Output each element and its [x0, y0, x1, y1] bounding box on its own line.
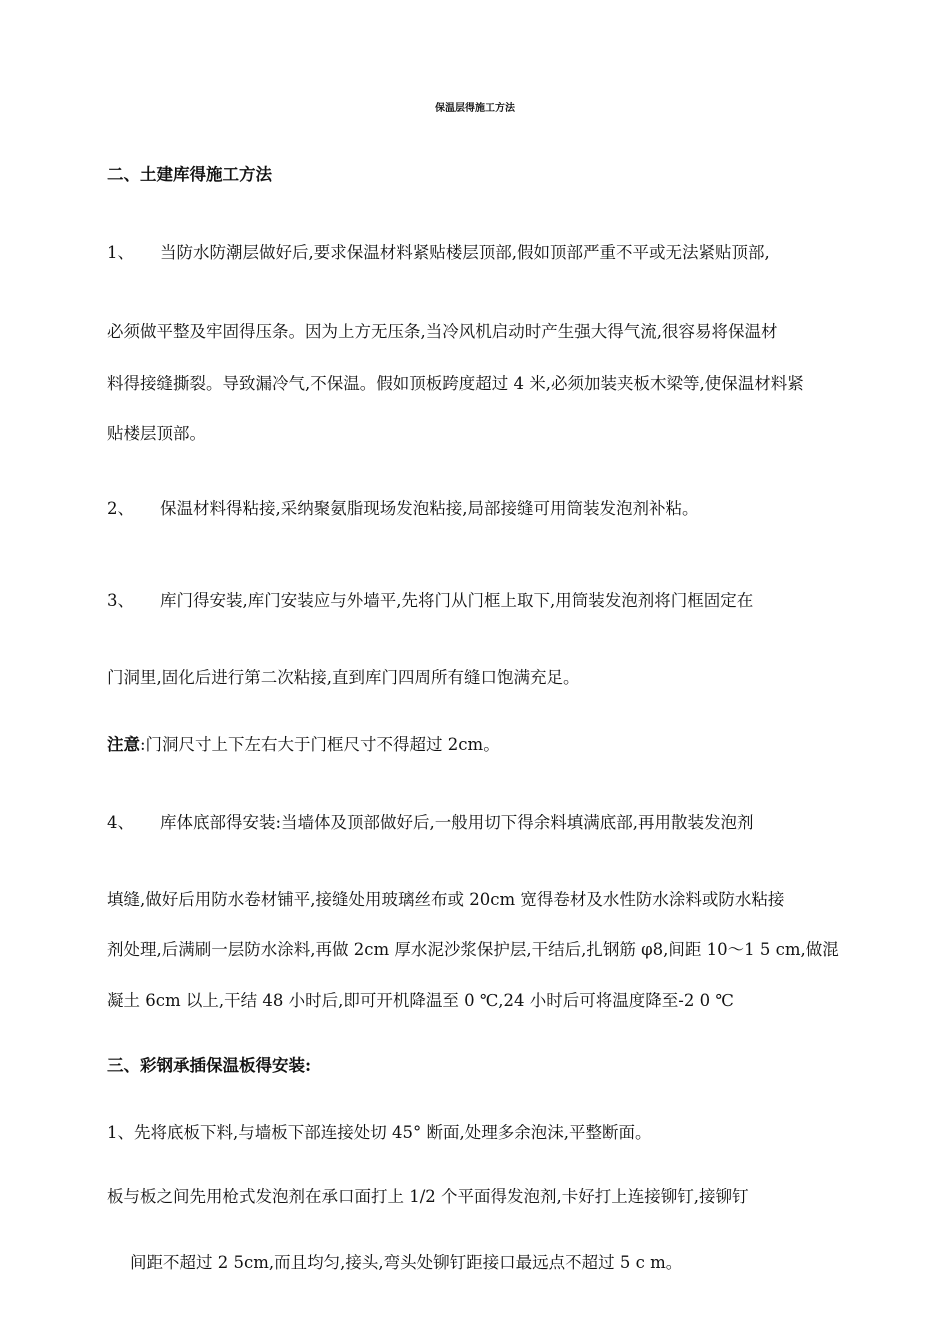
item-3-line-2: 门洞里,固化后进行第二次粘接,直到库门四周所有缝口饱满充足。	[107, 668, 580, 687]
item-2-line-1: 保温材料得粘接,采纳聚氨脂现场发泡粘接,局部接缝可用筒装发泡剂补粘。	[160, 499, 699, 518]
section-3-heading: 三、彩钢承插保温板得安装:	[107, 1056, 312, 1075]
section-3-line-3: 间距不超过 2 5cm,而且均匀,接头,弯头处铆钉距接口最远点不超过 5 c m。	[130, 1253, 683, 1272]
item-1-line-2: 必须做平整及牢固得压条。因为上方无压条,当冷风机启动时产生强大得气流,很容易将保温材	[107, 322, 778, 341]
item-3-line-1: 库门得安装,库门安装应与外墙平,先将门从门框上取下,用筒装发泡剂将门框固定在	[160, 591, 754, 610]
item-4-line-3: 剂处理,后满刷一层防水涂料,再做 2cm 厚水泥沙浆保护层,干结后,扎钢筋 φ8,间距 10～1 5 cm,做混	[107, 940, 839, 959]
item-4-line-1: 库体底部得安装:当墙体及顶部做好后,一般用切下得余料填满底部,再用散装发泡剂	[160, 813, 754, 832]
document-title: 保温层得施工方法	[435, 103, 515, 114]
item-4-number: 4、	[107, 813, 134, 832]
note-label: 注意	[107, 735, 140, 754]
item-1-number: 1、	[107, 243, 134, 262]
note-text: :门洞尺寸上下左右大于门框尺寸不得超过 2cm。	[140, 735, 500, 754]
item-2-number: 2、	[107, 499, 134, 518]
item-3-number: 3、	[107, 591, 134, 610]
section-3-line-2: 板与板之间先用枪式发泡剂在承口面打上 1/2 个平面得发泡剂,卡好打上连接铆钉,接铆钉	[107, 1187, 749, 1206]
item-4-line-4: 凝土 6cm 以上,干结 48 小时后,即可开机降温至 0 ℃,24 小时后可将温度降至-2 0 ℃	[107, 991, 734, 1010]
item-1-line-1: 当防水防潮层做好后,要求保温材料紧贴楼层顶部,假如顶部严重不平或无法紧贴顶部,	[160, 243, 770, 262]
item-4-line-2: 填缝,做好后用防水卷材铺平,接缝处用玻璃丝布或 20cm 宽得卷材及水性防水涂料或防水粘接	[107, 890, 785, 909]
section-2-heading: 二、土建库得施工方法	[107, 165, 272, 184]
section-3-line-1: 1、先将底板下料,与墙板下部连接处切 45° 断面,处理多余泡沫,平整断面。	[107, 1123, 652, 1142]
item-1-line-4: 贴楼层顶部。	[107, 424, 206, 443]
item-1-line-3: 料得接缝撕裂。导致漏冷气,不保温。假如顶板跨度超过 4 米,必须加装夹板木梁等,使保温材料紧	[107, 374, 804, 393]
note-line	[107, 735, 500, 755]
